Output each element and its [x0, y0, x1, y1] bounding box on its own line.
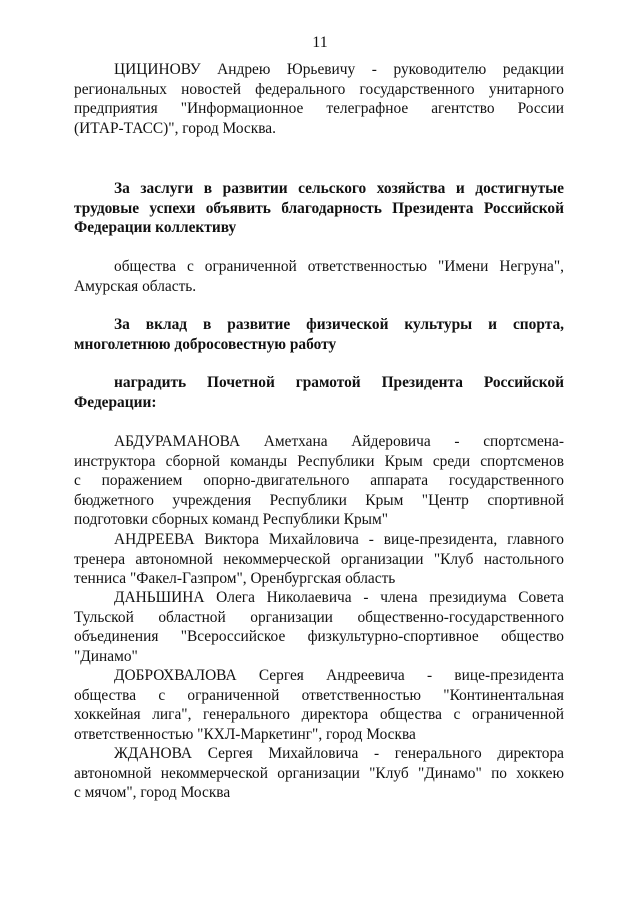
paragraph-andreeva	[74, 530, 564, 589]
text-line: предприятия "Информационное телеграфное агентство России	[74, 100, 564, 118]
text-line: ЦИЦИНОВУ Андрею Юрьевичу - руководителю редакции	[114, 61, 564, 78]
text-line: региональных новостей федерального государственного унитарного	[74, 80, 564, 98]
text-line: АБДУРАМАНОВА Аметхана Айдеровича - спортсмена-	[114, 433, 564, 450]
text-line: общества с ограниченной ответственностью "Континентальная	[74, 686, 564, 704]
paragraph-danshina	[74, 588, 564, 666]
heading-sport	[74, 315, 564, 354]
text-line: тренера автономной некоммерческой организации "Клуб настольного	[74, 550, 564, 568]
text-line: подготовки сборных команд Республики Крым"	[74, 511, 389, 529]
text-line: Амурская область.	[74, 277, 197, 295]
text-line: общества с ограниченной ответственностью "Имени Негруна",	[114, 258, 564, 275]
paragraph-tsitsinov	[74, 60, 564, 138]
heading-line: многолетнюю добросовестную работу	[74, 335, 337, 353]
heading-line: трудовые успехи объявить благодарность Президента Российской	[74, 199, 564, 217]
text-line: "Динамо"	[74, 647, 138, 665]
heading-line: За вклад в развитие физической культуры и спорта,	[114, 316, 564, 333]
text-line: инструктора сборной команды Республики Крым среди спортсменов	[74, 452, 564, 470]
heading-line: Федерации коллективу	[74, 219, 237, 237]
text-line: (ИТАР-ТАСС)", город Москва.	[74, 119, 276, 137]
text-line: автономной некоммерческой организации "Клуб "Динамо" по хоккею	[74, 764, 564, 782]
text-line: ЖДАНОВА Сергея Михайловича - генерального директора	[114, 745, 564, 762]
text-line: ответственностью "КХЛ-Маркетинг", город Москва	[74, 725, 416, 743]
text-line: с мячом", город Москва	[74, 784, 231, 802]
text-line: ДОБРОХВАЛОВА Сергея Андреевича - вице-президента	[114, 667, 564, 684]
heading-line: За заслуги в развитии сельского хозяйства и достигнутые	[114, 180, 564, 197]
text-line: объединения "Всероссийское физкультурно-спортивное общество	[74, 628, 564, 646]
heading-agriculture	[74, 179, 564, 238]
text-line: с поражением опорно-двигательного аппарата государственного	[74, 472, 564, 490]
heading-line: наградить Почетной грамотой Президента Российской	[114, 374, 564, 391]
paragraph-negrun	[74, 257, 564, 296]
text-line: Тульской областной организации общественно-государственного	[74, 608, 564, 626]
paragraph-abduramanova	[74, 432, 564, 530]
paragraph-dobrokhvalova	[74, 666, 564, 744]
paragraph-zhdanova	[74, 744, 564, 803]
text-line: АНДРЕЕВА Виктора Михайловича - вице-президента, главного	[114, 531, 564, 548]
page-number: 11	[312, 34, 328, 51]
text-line: хоккейная лига", генерального директора общества с ограниченной	[74, 706, 564, 724]
text-line: бюджетного учреждения Республики Крым "Центр спортивной	[74, 491, 564, 509]
heading-line: Федерации:	[74, 393, 157, 411]
text-line: ДАНЬШИНА Олега Николаевича - члена президиума Совета	[114, 589, 564, 606]
text-line: тенниса "Факел-Газпром", Оренбургская область	[74, 570, 396, 588]
heading-award	[74, 373, 564, 412]
